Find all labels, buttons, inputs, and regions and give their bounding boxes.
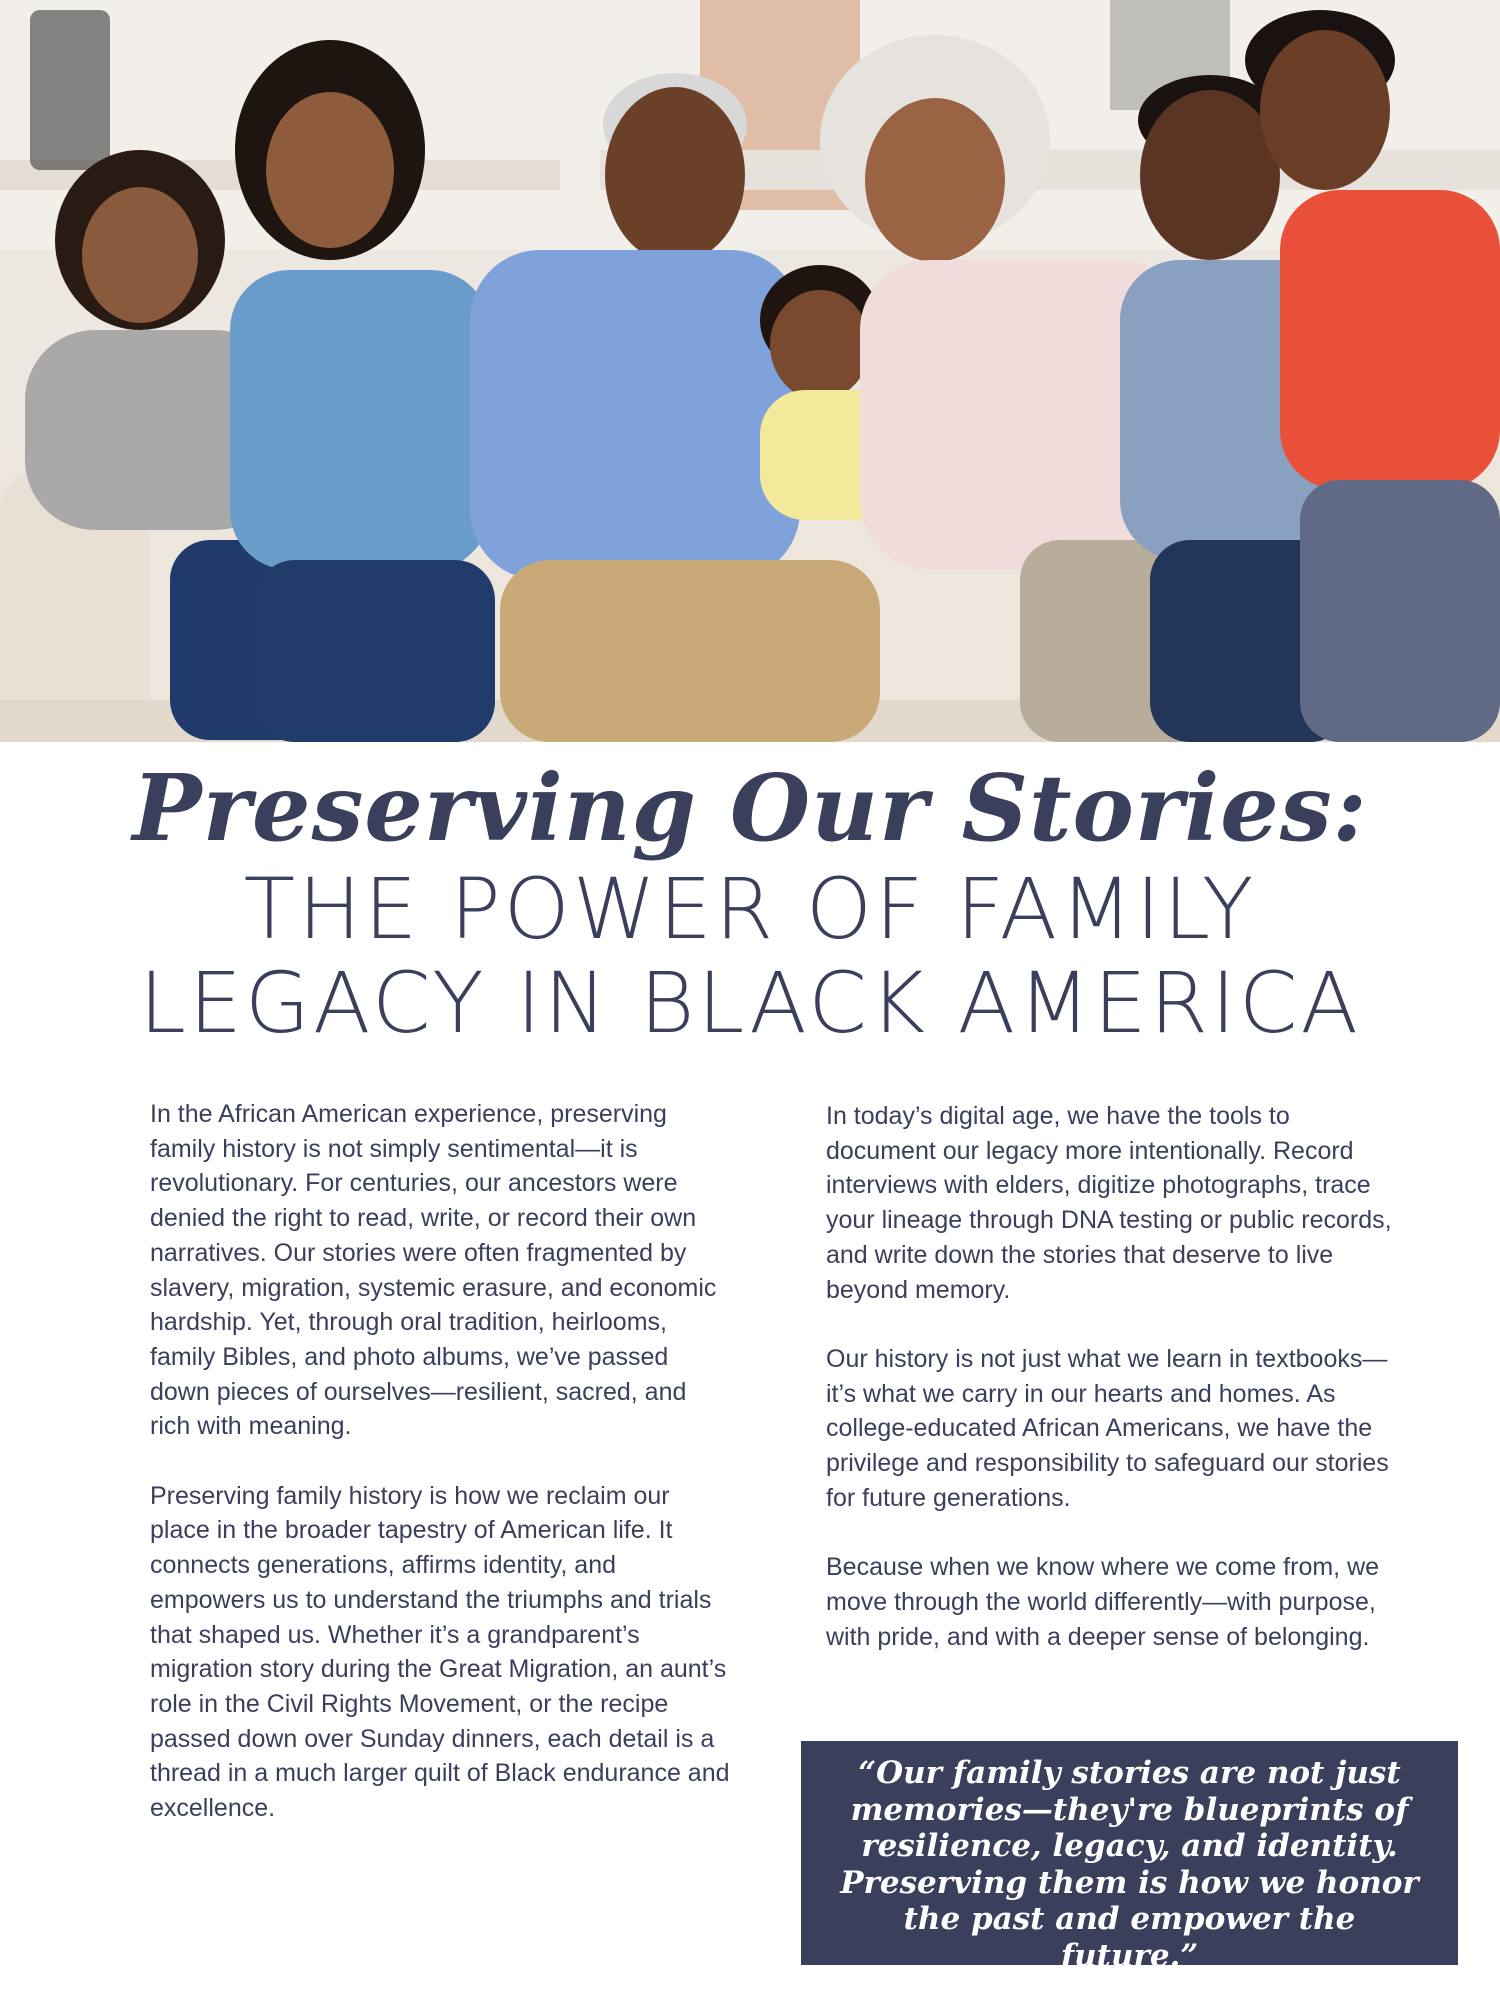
subtitle-line-1: THE POWER OF FAMILY xyxy=(243,860,1257,958)
right-column xyxy=(826,1099,1406,1689)
page-title: Preserving Our Stories: xyxy=(132,754,1368,862)
left-paragraph-2: Preserving family history is how we reclaim our place in the broader tapestry of American life. It connects generations, affirms identity, and empowers us to understand the triumphs and trials that shaped us. Whether it’s a grandparent’s migration story during the Great Migration, an aunt’s role in the Civil Rights Movement, or the recipe passed down over Sunday dinners, each detail is a thread in a much larger quilt of Black endurance and excellence. xyxy=(150,1481,730,1823)
page-subtitle xyxy=(0,862,1500,1050)
pull-quote-text: “Our family stories are not just memories—they're blueprints of resilience, legacy, and identity. Preserving them is how we honor the past and empower the future.” xyxy=(840,1755,1419,1974)
pull-quote-box xyxy=(801,1741,1458,1974)
hero-family-photo xyxy=(0,0,1500,742)
family-photo-icon xyxy=(0,0,1500,742)
right-paragraph-3: Because when we know where we come from, we move through the world differently—with purpose, with pride, and with a deeper sense of belonging. xyxy=(826,1553,1380,1651)
left-column xyxy=(150,1097,730,1860)
subtitle-line-2: LEGACY IN BLACK AMERICA xyxy=(139,954,1361,1052)
right-paragraph-1: In today’s digital age, we have the tools to document our legacy more intentionally. Record interviews with elders, digitize photographs, trace your lineage through DNA testing or public records, and write down the stories that deserve to live beyond memory. xyxy=(826,1102,1392,1304)
left-paragraph-1: In the African American experience, preserving family history is not simply sentimental—it is revolutionary. For centuries, our ancestors were denied the right to read, write, or record their own narratives. Our stories were often fragmented by slavery, migration, systemic erasure, and economic hardship. Yet, through oral tradition, heirlooms, family Bibles, and photo albums, we’ve passed down pieces of ourselves—resilient, sacred, and rich with meaning. xyxy=(150,1100,717,1441)
right-paragraph-2: Our history is not just what we learn in textbooks—it’s what we carry in our hearts and homes. As college-educated African Americans, we have the privilege and responsibility to safeguard our stories for future generations. xyxy=(826,1344,1389,1512)
